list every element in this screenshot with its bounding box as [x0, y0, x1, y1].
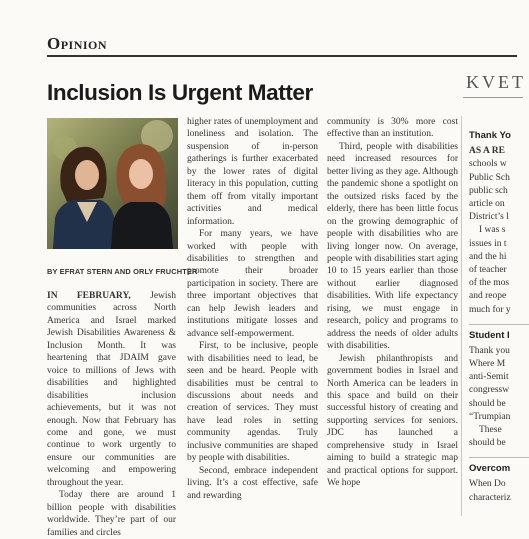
letter-line: schools w — [469, 159, 507, 170]
adjacent-masthead-rule — [463, 97, 523, 98]
letter-line: congressw — [469, 385, 510, 396]
letter-line: These — [479, 425, 502, 436]
letter-line: Public Sch — [469, 172, 510, 183]
authors-photo — [47, 118, 178, 249]
lead-in: IN FEBRUARY, — [47, 291, 131, 301]
letter-line: anti-Semit — [469, 372, 509, 383]
article-paragraph: Today there are around 1 billion people with disabilities worldwide. They’re part of our families and circles — [47, 490, 176, 538]
letter-heading: Overcom — [469, 463, 511, 475]
article-paragraph: For many years, we have worked with people with disabilities to strengthen and promote their broader participation in society. There are three important objectives that can help Jewish leaders and institutions mitigate losses and advance self-empowerment. — [187, 229, 318, 339]
letter-line: “Trumpian — [469, 411, 511, 422]
letter-line: Where M — [469, 359, 506, 370]
article-paragraph: higher rates of unemployment and loneliness and isolation. The suspension of in-person gatherings is further exacerbated by the lower rates of digital literacy in this population, cutting them off from vitally important activities and medical information. — [187, 117, 318, 227]
column-divider — [461, 116, 462, 516]
letter-line: AS A RE — [469, 146, 505, 157]
letter-line: issues in t — [469, 238, 507, 249]
adjacent-page-masthead: KVET — [466, 72, 526, 92]
article-headline: Inclusion Is Urgent Matter — [47, 80, 313, 105]
letter-line: I was s — [479, 225, 506, 236]
section-label: Opinion — [47, 34, 108, 53]
letters-divider — [469, 324, 529, 325]
letter-line: public sch — [469, 185, 508, 196]
article-byline: BY EFRAT STERN AND ORLY FRUCHTER — [47, 267, 198, 276]
letter-line: characteriz — [469, 492, 511, 503]
letter-line: and reope — [469, 291, 507, 302]
letter-line: should be — [469, 398, 506, 409]
authors-photo-image — [47, 118, 178, 249]
letter-line: District’s l — [469, 212, 509, 223]
article-column-1 — [47, 290, 176, 538]
letter-line: When Do — [469, 479, 506, 490]
letter-heading: Student I — [469, 329, 510, 341]
letter-line: article on — [469, 199, 505, 210]
letter-line: should be — [469, 438, 506, 449]
article-paragraph: IN FEBRUARY, Jewish communities across North America and Israel marked Jewish Disabilities Awareness & Inclusion Month. It was heartening that JDAIM gave voice to millions of Jews with disabilities and highlighted disabilities inclusion achievements, but it was not enough. Now that February has come and gone, we must continue to work urgently to ensure our communities are welcoming and empowering throughout the year. — [47, 291, 176, 488]
section-rule — [47, 55, 517, 57]
article-paragraph: Third, people with disabilities need increased resources for better living as they age. Although the pandemic shone a spotlight on the outsized risks faced by the elderly, there has been little focus on the growing demographic of people with disabilities who are living longer now. On average, people with disabilities start aging 10 to 15 years earlier than those without earlier diagnosed disabilities. With life expectancy rising, we must engage in research, policy and programs to address the needs of older adults with disabilities. — [327, 141, 458, 352]
article-paragraph: Second, embrace independent living. It’s a cost effective, safe and rewarding — [187, 465, 318, 501]
letters-column — [469, 128, 529, 512]
article-column-3 — [327, 116, 458, 512]
letter-line: and the hi — [469, 251, 507, 262]
letter-line: Thank you — [469, 345, 510, 356]
article-paragraph: First, to be inclusive, people with disabilities need to lead, be seen and be heard. People with disabilities must be central to discussions about needs and creation of services. They must have lead roles in setting community agendas. Truly inclusive communities are shaped by people with disabilities. — [187, 341, 318, 464]
article-paragraph: Jewish philanthropists and government bodies in Israel and North America can be leaders in this space and build on their successful history of creating and supporting services for seniors. JDC has launched a comprehensive study in Israel aiming to build a strategic map and practical options for support. We hope — [327, 353, 458, 489]
letter-line: much for y — [469, 304, 511, 315]
letter-heading: Thank Yo — [469, 130, 511, 141]
letters-divider — [469, 457, 529, 458]
article-column-2 — [187, 116, 318, 512]
article-paragraph: community is 30% more cost effective than an institution. — [327, 117, 458, 140]
letter-line: of the mos — [469, 278, 510, 289]
letter-line: of teacher — [469, 265, 507, 276]
